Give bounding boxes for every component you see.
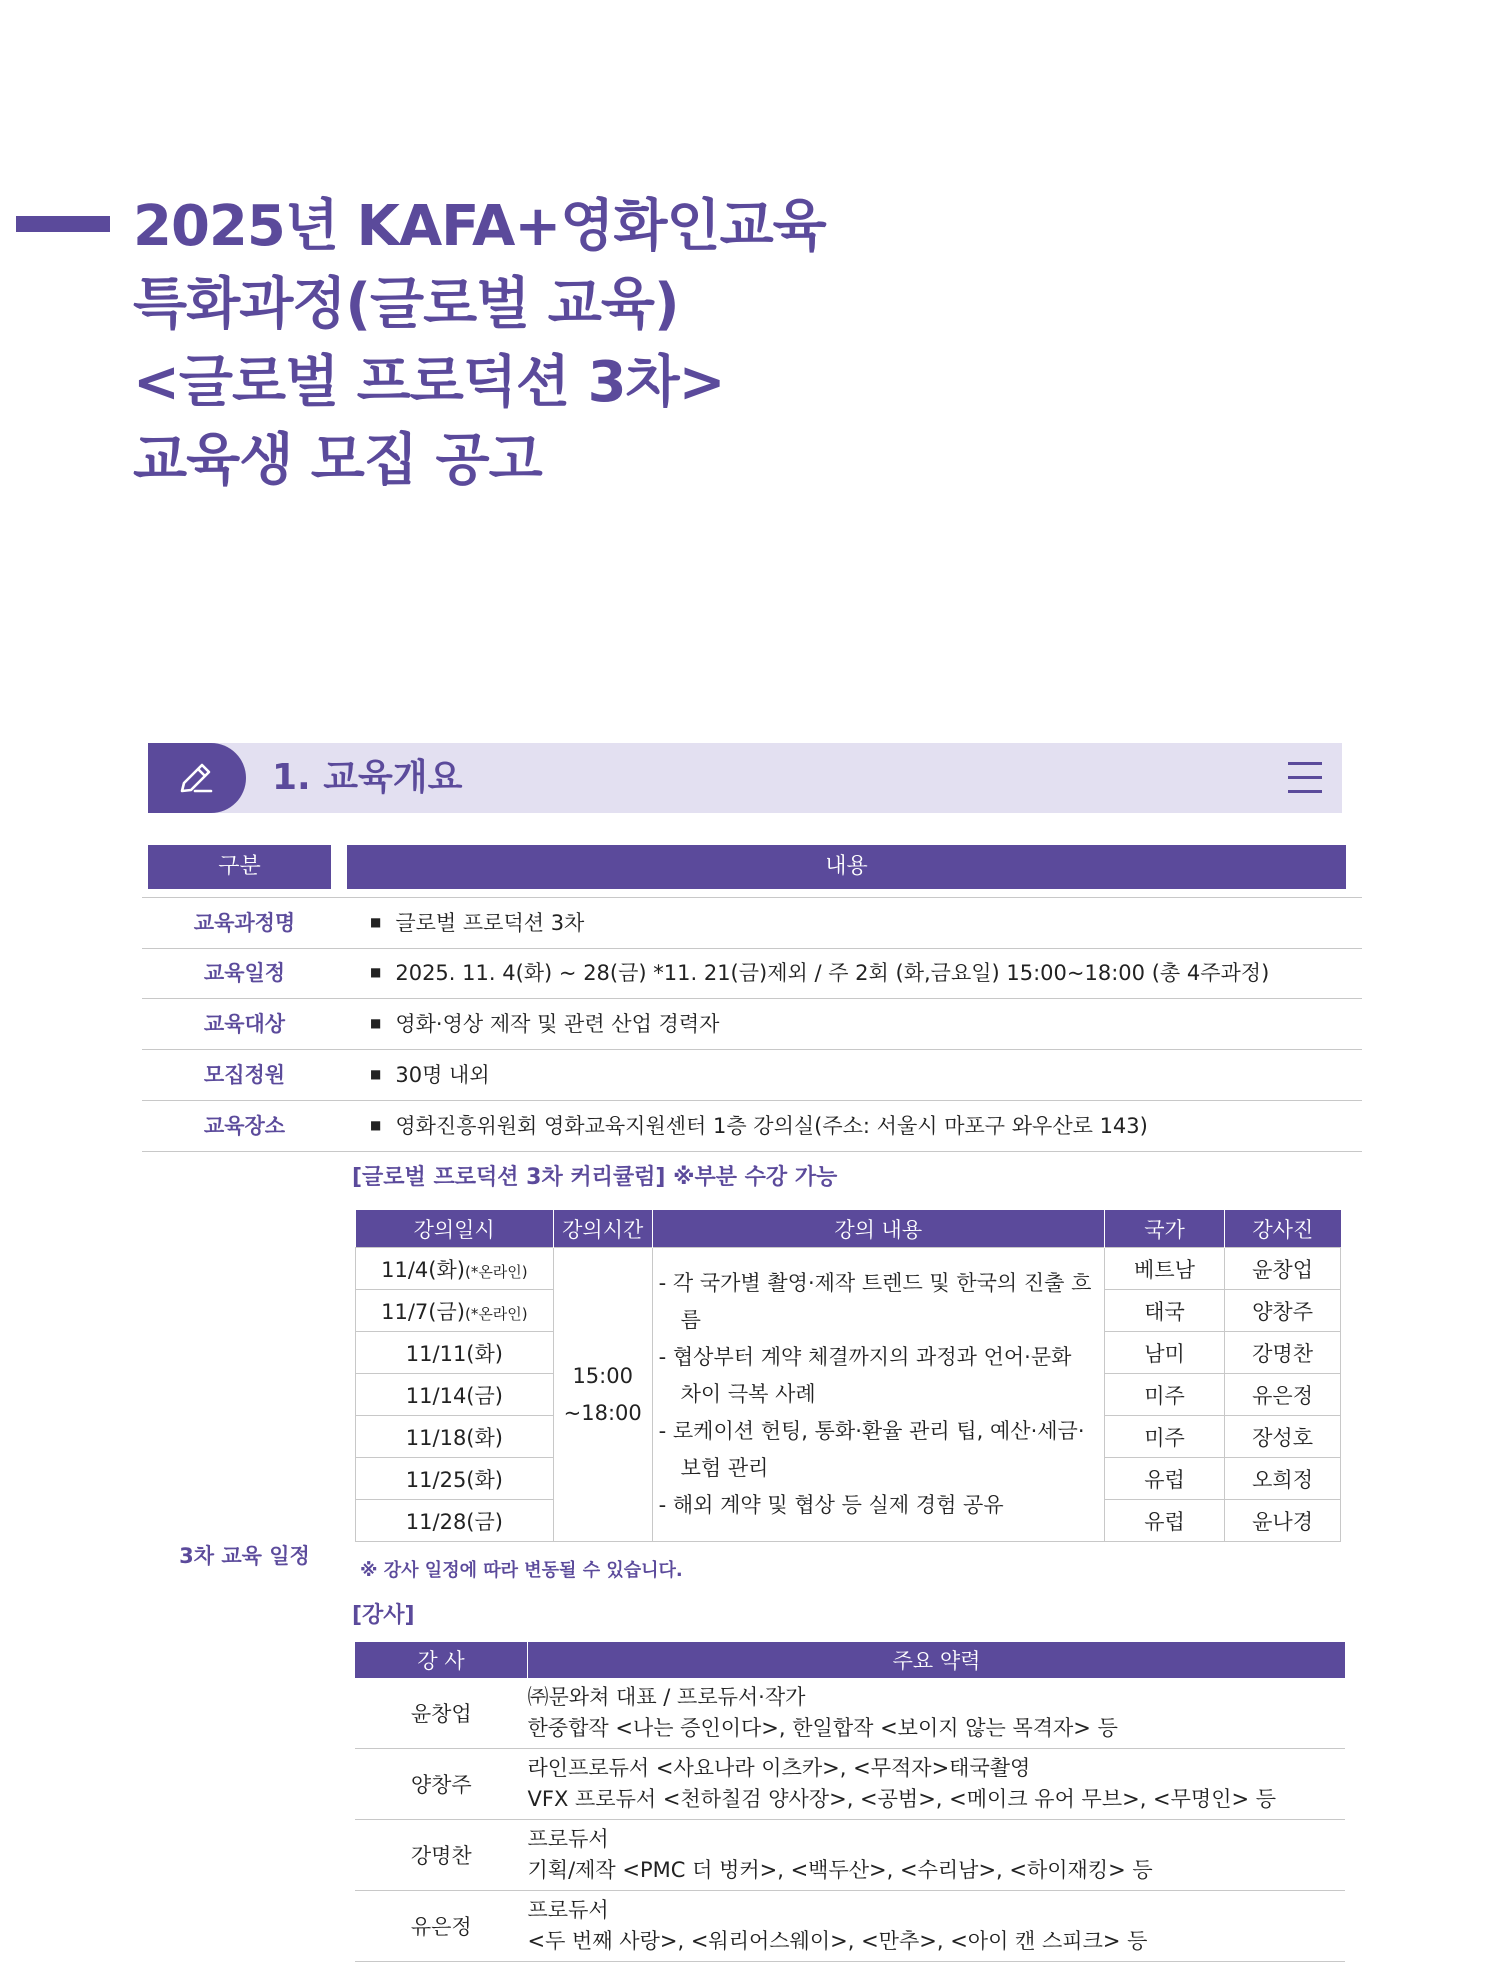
bullet: ■ (370, 1067, 382, 1081)
title-line: 2025년 KAFA+영화인교육 (133, 194, 826, 259)
lecturers-heading: [강사] (352, 1603, 415, 1628)
overview-row (142, 948, 1362, 999)
row-label: 교육일정 (203, 961, 286, 985)
lecture-content (652, 1248, 1104, 1542)
lecturer-career: 라인프로듀서 <사요나라 이츠카>, <무적자>태국촬영 VFX 프로듀서 <천하칠검 양사장>, <공범>, <메이크 유어 무브>, <무명인> 등 (528, 1749, 1346, 1820)
col-header: 강 사 (355, 1642, 528, 1678)
table-row (355, 1891, 1345, 1962)
table-row (355, 1820, 1345, 1891)
row-value: ■ 30명 내외 (370, 1063, 490, 1087)
table-row (356, 1248, 1341, 1290)
lecture-time: 15:00 ~18:00 (553, 1248, 652, 1542)
lecture-date: 11/4(화)(*온라인) (356, 1248, 554, 1290)
lecturer-name: 유은정 (355, 1891, 528, 1962)
col-header: 강사진 (1225, 1210, 1341, 1248)
lecturer-name: 유은정 (1225, 1374, 1341, 1416)
lecturers-table (355, 1642, 1345, 1962)
overview-row (142, 1050, 1362, 1101)
content-item: - 해외 계약 및 협상 등 실제 경험 공유 (658, 1493, 1004, 1517)
lecturer-name: 양창주 (355, 1749, 528, 1820)
row-value: ■ 글로벌 프로덕션 3차 (370, 911, 585, 935)
row-label: 모집정원 (203, 1063, 286, 1087)
content-item: - 각 국가별 촬영·제작 트렌드 및 한국의 진출 흐름 (658, 1271, 1092, 1332)
pencil-icon (174, 757, 218, 799)
title-line: <글로벌 프로덕션 3차> (133, 350, 725, 415)
lecturer-career: ㈜문와쳐 대표 / 프로듀서·작가 한중합작 <나는 증인이다>, 한일합작 <보이지 않는 목격자> 등 (528, 1678, 1346, 1749)
lecture-country: 유럽 (1104, 1458, 1224, 1500)
lecturer-name: 윤나경 (1225, 1500, 1341, 1542)
lecture-country: 유럽 (1104, 1500, 1224, 1542)
lecturer-name: 장성호 (1225, 1416, 1341, 1458)
lecturer-name: 강명찬 (355, 1820, 528, 1891)
overview-header-category: 구분 (148, 845, 331, 889)
page-title (133, 188, 826, 500)
title-accent-bar (16, 216, 110, 232)
section-icon-pill (148, 743, 246, 813)
lecture-date: 11/14(금) (356, 1374, 554, 1416)
curriculum-table (355, 1210, 1341, 1542)
title-line: 특화과정(글로벌 교육) (133, 272, 679, 337)
lecturer-name: 오희정 (1225, 1458, 1341, 1500)
lecturer-name: 윤창업 (1225, 1248, 1341, 1290)
col-header: 강의 내용 (652, 1210, 1104, 1248)
bullet: ■ (370, 915, 382, 929)
lecturer-name: 윤창업 (355, 1678, 528, 1749)
table-row (355, 1749, 1345, 1820)
col-header: 강의시간 (553, 1210, 652, 1248)
lecturer-career: 프로듀서 기획/제작 <PMC 더 벙커>, <백두산>, <수리남>, <하이재킹> 등 (528, 1820, 1346, 1891)
section-header (148, 743, 1342, 813)
col-header: 국가 (1104, 1210, 1224, 1248)
overview-header-content: 내용 (347, 845, 1346, 889)
row-value: ■ 영화진흥위원회 영화교육지원센터 1층 강의실(주소: 서울시 마포구 와우산로 143) (370, 1114, 1148, 1138)
row-label: 교육대상 (203, 1012, 286, 1036)
col-header: 주요 약력 (528, 1642, 1346, 1678)
row-value: ■ 2025. 11. 4(화) ~ 28(금) *11. 21(금)제외 / 주 2회 (화,금요일) 15:00~18:00 (총 4주과정) (370, 961, 1270, 985)
bullet: ■ (370, 965, 382, 979)
lecture-date: 11/11(화) (356, 1332, 554, 1374)
overview-row (142, 897, 1362, 949)
lecturer-career: 프로듀서 <두 번째 사랑>, <워리어스웨이>, <만추>, <아이 캔 스피크> 등 (528, 1891, 1346, 1962)
lecture-country: 태국 (1104, 1290, 1224, 1332)
bullet: ■ (370, 1016, 382, 1030)
row-label: 교육과정명 (193, 911, 296, 935)
lecture-country: 남미 (1104, 1332, 1224, 1374)
title-line: 교육생 모집 공고 (133, 428, 542, 493)
lecturer-name: 양창주 (1225, 1290, 1341, 1332)
content-item: - 협상부터 계약 체결까지의 과정과 언어·문화 차이 극복 사례 (658, 1345, 1072, 1406)
table-row (355, 1678, 1345, 1749)
lecture-date: 11/7(금)(*온라인) (356, 1290, 554, 1332)
lecture-country: 미주 (1104, 1374, 1224, 1416)
lecture-country: 미주 (1104, 1416, 1224, 1458)
overview-row (142, 999, 1362, 1050)
section-title: 1. 교육개요 (272, 757, 463, 798)
overview-row (142, 1101, 1362, 1152)
schedule-note: ※ 강사 일정에 따라 변동될 수 있습니다. (360, 1560, 683, 1581)
bullet: ■ (370, 1118, 382, 1132)
col-header: 강의일시 (356, 1210, 554, 1248)
schedule-label: 3차 교육 일정 (179, 1544, 310, 1568)
row-value: ■ 영화·영상 제작 및 관련 산업 경력자 (370, 1012, 720, 1036)
curriculum-heading: [글로벌 프로덕션 3차 커리큘럼] ※부분 수강 가능 (352, 1165, 838, 1190)
lecture-date: 11/18(화) (356, 1416, 554, 1458)
lecture-date: 11/28(금) (356, 1500, 554, 1542)
menu-icon[interactable] (1288, 762, 1322, 794)
content-item: - 로케이션 헌팅, 통화·환율 관리 팁, 예산·세금·보험 관리 (658, 1419, 1085, 1480)
lecture-date: 11/25(화) (356, 1458, 554, 1500)
lecturer-name: 강명찬 (1225, 1332, 1341, 1374)
row-label: 교육장소 (203, 1114, 286, 1138)
lecture-country: 베트남 (1104, 1248, 1224, 1290)
